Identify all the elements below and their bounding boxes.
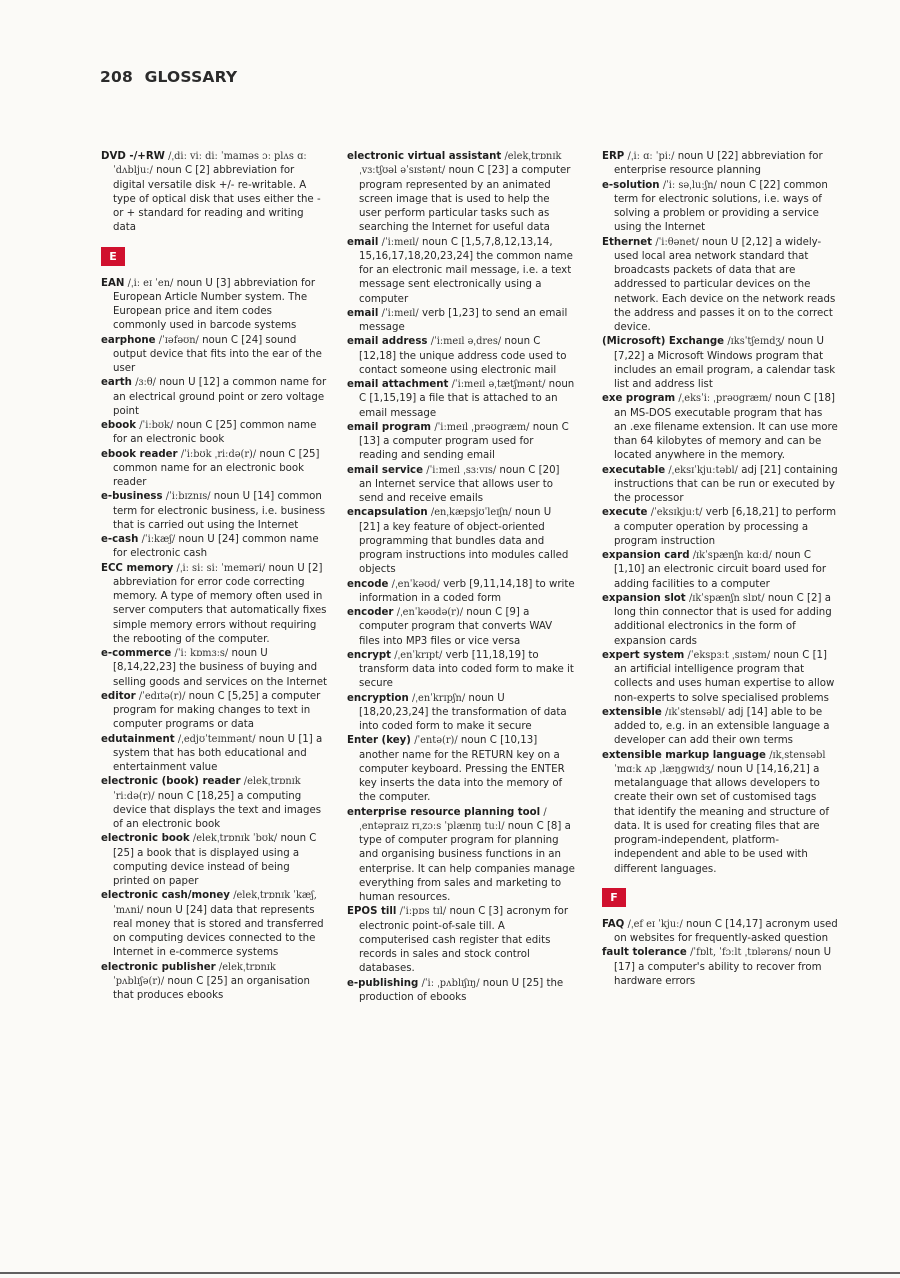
glossary-entry	[101, 277, 327, 334]
glossary-entry	[347, 464, 575, 507]
entry-definition: noun U [2] abbreviation for error code correcting memory. A type of memory often used in server computers that automatically fixes simple memory errors without requiring the rebooting of the computer.	[113, 562, 327, 645]
entry-term: ECC memory	[101, 562, 174, 574]
entry-term: edutainment	[101, 733, 175, 745]
entry-term: expansion card	[602, 550, 690, 561]
entry-definition: noun C [18,25] a computing device that displays the text and images of an electronic book	[113, 790, 322, 830]
glossary-entry	[347, 649, 575, 692]
entry-term: electronic book	[101, 833, 190, 845]
entry-definition: noun C [20] an Internet service that allows user to send and receive emails	[359, 464, 560, 504]
glossary-entry	[602, 335, 838, 392]
entry-pronunciation: /ˈiːmeɪl/	[381, 307, 419, 319]
glossary-entry	[101, 961, 327, 1004]
entry-definition: noun C [8] a type of computer program for planning and organising business functions in an enterprise. It can help companies manage everything from sales and marketing to human resources.	[359, 820, 575, 903]
entry-pronunciation: /ˈedɪtə(r)/	[138, 690, 186, 702]
entry-pronunciation: /ˈekspɜːt ˌsɪstəm/	[687, 649, 771, 661]
entry-term: extensible	[602, 706, 662, 718]
entry-term: ebook reader	[101, 448, 178, 460]
entry-pronunciation: /ɪkˈstensəbl/	[665, 706, 725, 718]
entry-pronunciation: /ˌenˈkəʊd/	[391, 578, 440, 590]
entry-pronunciation: /ˈiːmeɪl əˌtætʃmənt/	[451, 379, 546, 390]
entry-pronunciation: /ˌiː ɑː ˈpiː/	[627, 151, 675, 162]
entry-term: Ethernet	[602, 236, 653, 248]
entry-term: earth	[101, 377, 132, 389]
entry-term: e-publishing	[347, 977, 419, 989]
glossary-entry	[602, 179, 838, 236]
entry-pronunciation: /ˌeksɪˈkjuːtəbl/	[668, 464, 738, 476]
glossary-entry	[602, 592, 838, 649]
entry-term: e-solution	[602, 179, 660, 191]
entry-definition: noun C [1,5,7,8,12,13,14, 15,16,17,18,20,23,24] the common name for an electronic mail message, i.e. a text message sent electronically using a computer	[359, 236, 573, 305]
glossary-entry	[347, 335, 575, 378]
entry-pronunciation: /ˈentə(r)/	[414, 735, 458, 747]
entry-definition: verb [11,18,19] to transform data into coded form to make it secure	[359, 649, 574, 690]
glossary-entry	[602, 649, 838, 706]
entry-term: FAQ	[602, 918, 625, 930]
entry-definition: noun U [7,22] a Microsoft Windows program that includes an email program, a calendar task list and address list	[614, 336, 836, 390]
entry-pronunciation: /ˈiːmeɪl ˌsɜːvɪs/	[426, 464, 497, 476]
page-header	[100, 68, 237, 86]
entry-definition: noun U [21] a key feature of object-oriented programming that bundles data and program instructions into modules called objects	[359, 507, 569, 576]
entry-definition: noun C [1,15,19] a file that is attached to an email message	[359, 379, 575, 419]
entry-definition: noun U [8,14,22,23] the business of buying and selling goods and services on the Internet	[113, 648, 327, 688]
entry-term: email attachment	[347, 379, 449, 390]
entry-term: ebook	[101, 420, 136, 431]
entry-pronunciation: /ɜːθ/	[135, 377, 156, 389]
glossary-entry	[101, 490, 327, 533]
entry-pronunciation: /ˈiːmeɪl ˌprəʊgræm/	[434, 421, 530, 433]
entry-term: electronic virtual assistant	[347, 151, 502, 162]
page-number: 208	[100, 68, 133, 86]
glossary-entry	[347, 578, 575, 607]
entry-pronunciation: /ˈfɒlt, ˈfɔːlt ˌtɒlərəns/	[690, 947, 792, 959]
entry-pronunciation: /ɪkˈspænʃn slɒt/	[688, 592, 765, 604]
glossary-entry	[101, 334, 327, 377]
entry-definition: noun C [25] common name for an electronic book reader	[113, 448, 320, 488]
glossary-entry	[101, 376, 327, 419]
entry-definition: noun C [22] common term for electronic solutions, i.e. ways of solving a problem or providing a service using the Internet	[614, 179, 828, 234]
entry-pronunciation: /ˌiː siː siː ˈmeməri/	[176, 562, 266, 574]
entry-term: EAN	[101, 277, 125, 289]
entry-pronunciation: /enˌkæpsjʊˈleɪʃn/	[430, 507, 512, 519]
entry-definition: noun C [14,17] acronym used on websites for frequently-asked question	[614, 918, 838, 944]
entry-pronunciation: /ˌentəpraɪz rɪˌzɔːs ˈplænɪŋ tuːl/	[359, 806, 547, 832]
entry-term: extensible markup language	[602, 749, 766, 761]
entry-definition: noun C [2] abbreviation for digital versatile disk +/- re-writable. A type of optical disk that uses either the - or + standard for reading and writing data	[113, 165, 321, 234]
entry-term: electronic cash/money	[101, 890, 230, 902]
entry-definition: noun C [1] an artificial intelligence program that collects and uses human expertise to allow non-experts to solve specialised problems	[614, 649, 835, 704]
entry-definition: noun U [22] abbreviation for enterprise resource planning	[614, 151, 823, 177]
entry-term: exe program	[602, 393, 676, 405]
entry-pronunciation: /ˈiːθənet/	[655, 236, 699, 248]
entry-pronunciation: /ɪkˈspænʃn kɑːd/	[692, 550, 772, 561]
entry-term: (Microsoft) Exchange	[602, 336, 725, 348]
entry-definition: noun U [12] a common name for an electrical ground point or zero voltage point	[113, 377, 327, 417]
entry-pronunciation: /elekˌtrɒnɪk ˌvɜːtʃʊəl əˈsɪstənt/	[359, 151, 562, 177]
entry-definition: noun U [14,16,21] a metalanguage that allows developers to create their own set of customised tags that identify the meaning and structure of data. It is used for creating files that are program-independent, platform-independent and able to be used with different languages.	[614, 763, 829, 875]
glossary-entry	[101, 889, 327, 960]
entry-term: executable	[602, 464, 666, 476]
glossary-entry	[347, 378, 575, 421]
entry-pronunciation: /ɪksˈtʃeɪndʒ/	[727, 336, 785, 348]
entry-term: encoder	[347, 607, 394, 618]
glossary-entry	[101, 832, 327, 889]
entry-definition: noun U [24] common name for electronic cash	[113, 534, 319, 560]
glossary-entry	[101, 690, 327, 733]
entry-pronunciation: /ɪkˌstensəbl ˈmɑːk ʌp ˌlæŋgwɪdʒ/	[614, 749, 826, 775]
page-title: GLOSSARY	[144, 68, 238, 86]
page-bottom-rule	[0, 1272, 900, 1274]
entry-term: earphone	[101, 334, 156, 346]
entry-pronunciation: /ˌenˈkrɪpʃn/	[412, 692, 466, 704]
entry-definition: noun U [18,20,23,24] the transformation of data into coded form to make it secure	[359, 692, 567, 732]
glossary-entry	[101, 733, 327, 776]
entry-pronunciation: /ˈeksɪkjuːt/	[650, 507, 703, 519]
glossary-entry	[602, 236, 838, 336]
entry-pronunciation: /elekˌtrɒnɪk ˈkæʃ, ˈmʌni/	[113, 890, 317, 916]
glossary-entry	[602, 464, 838, 507]
glossary-entry	[101, 775, 327, 832]
glossary-entry	[347, 606, 575, 649]
entry-pronunciation: /elekˌtrɒnɪk ˈriːdə(r)/	[113, 776, 301, 802]
entry-definition: adj [14] able to be added to, e.g. in an extensible language a developer can add their own terms	[614, 706, 830, 747]
glossary-entry	[347, 506, 575, 577]
entry-pronunciation: /ˈiː ˌpʌblɪʃɪŋ/	[421, 977, 480, 989]
entry-definition: noun U [24] data that represents real money that is stored and transferred on computing devices connected to the Internet in e-commerce systems	[113, 904, 324, 959]
entry-pronunciation: /ˌdiː viː diː ˈmaɪnəs ɔː plʌs ɑː ˈdʌbljuː/	[113, 151, 307, 177]
entry-term: email address	[347, 336, 428, 348]
glossary-entry	[602, 392, 838, 463]
entry-pronunciation: /ˈiːbʊk/	[139, 420, 174, 431]
glossary-entry	[347, 307, 575, 336]
glossary-column-1	[101, 150, 327, 1003]
entry-term: fault tolerance	[602, 947, 687, 959]
entry-pronunciation: /ˈiː kɒmɜːs/	[174, 648, 229, 659]
entry-term: electronic (book) reader	[101, 776, 241, 788]
glossary-entry	[602, 549, 838, 592]
entry-term: encryption	[347, 692, 409, 704]
entry-term: e-commerce	[101, 648, 172, 659]
entry-definition: noun U [17] a computer's ability to recover from hardware errors	[614, 947, 832, 987]
section-letter-f: F	[602, 888, 626, 907]
entry-definition: noun C [23] a computer program represented by an animated screen image that is used to help the user perform particular tasks such as searching the Internet for useful data	[359, 165, 571, 234]
glossary-column-3	[602, 150, 838, 989]
entry-pronunciation: /ˈiːkæʃ/	[141, 534, 176, 545]
glossary-entry	[602, 946, 838, 989]
entry-definition: noun C [10,13] another name for the RETURN key on a computer keyboard. Pressing the ENTER key inserts the data into the memory of the computer.	[359, 735, 565, 804]
glossary-entry	[101, 533, 327, 562]
glossary-entry	[101, 647, 327, 690]
glossary-entry	[101, 150, 327, 236]
entry-term: email program	[347, 421, 432, 433]
entry-pronunciation: /ˌef eɪ ˈkjuː/	[627, 918, 683, 930]
glossary-entry	[347, 236, 575, 307]
entry-term: encode	[347, 578, 389, 590]
glossary-entry	[602, 506, 838, 549]
entry-pronunciation: /ˈɪəfəʊn/	[158, 334, 199, 346]
entry-pronunciation: /elekˌtrɒnɪk ˈpʌblɪʃə(r)/	[113, 961, 276, 987]
entry-pronunciation: /ˈiː səˌluːʃn/	[662, 179, 717, 191]
entry-definition: noun C [25] an organisation that produces ebooks	[113, 975, 310, 1001]
entry-definition: noun C [25] common name for an electronic book	[113, 420, 317, 446]
glossary-entry	[347, 421, 575, 464]
entry-definition: noun C [13] a computer program used for reading and sending email	[359, 421, 569, 462]
entry-definition: noun U [3] abbreviation for European Article Number system. The European price and item codes commonly used in barcode systems	[113, 277, 316, 332]
entry-term: enterprise resource planning tool	[347, 806, 541, 818]
entry-pronunciation: /ˌeksˈiː ˌprəʊgræm/	[678, 393, 772, 405]
entry-term: DVD -/+RW	[101, 151, 165, 162]
glossary-entry	[347, 734, 575, 805]
entry-definition: noun C [9] a computer program that converts WAV files into MP3 files or vice versa	[359, 607, 553, 647]
entry-pronunciation: /ˌenˈkrɪpt/	[394, 649, 443, 661]
entry-definition: noun C [18] an MS-DOS executable program that has an .exe filename extension. It can use more than 64 kilobytes of memory and can be located anywhere in the memory.	[614, 393, 838, 462]
entry-definition: noun C [1,10] an electronic circuit board used for adding facilities to a computer	[614, 550, 827, 590]
glossary-entry	[347, 806, 575, 906]
entry-definition: noun C [24] sound output device that fits into the ear of the user	[113, 334, 322, 374]
entry-term: electronic publisher	[101, 961, 216, 973]
entry-definition: noun U [1] a system that has both educational and entertainment value	[113, 733, 323, 773]
glossary-column-2	[347, 150, 575, 1005]
entry-term: e-business	[101, 491, 163, 503]
entry-term: EPOS till	[347, 906, 397, 918]
entry-pronunciation: /ˈiːmeɪl əˌdres/	[430, 336, 502, 348]
entry-term: expert system	[602, 649, 685, 661]
entry-pronunciation: /ˈiːmeɪl/	[381, 236, 419, 248]
entry-term: Enter (key)	[347, 735, 411, 747]
glossary-entry	[347, 150, 575, 236]
entry-term: editor	[101, 690, 136, 702]
glossary-entry	[101, 448, 327, 491]
entry-definition: noun C [2] a long thin connector that is used for adding additional electronics in the form of expansion cards	[614, 592, 832, 647]
glossary-entry	[101, 562, 327, 648]
entry-pronunciation: /ˌenˈkəʊdə(r)/	[396, 607, 463, 618]
entry-term: expansion slot	[602, 592, 686, 604]
section-letter-e: E	[101, 247, 125, 266]
entry-definition: adj [21] containing instructions that can be run or executed by the processor	[614, 464, 838, 504]
entry-pronunciation: /ˈiːbɪznɪs/	[165, 491, 211, 503]
entry-definition: noun C [25] a book that is displayed using a computing device instead of being printed on paper	[113, 833, 317, 887]
entry-term: e-cash	[101, 534, 139, 545]
entry-term: execute	[602, 507, 648, 519]
entry-pronunciation: /ˌedjʊˈteɪnmənt/	[177, 733, 256, 745]
glossary-entry	[602, 749, 838, 877]
entry-definition: noun U [25] the production of ebooks	[359, 977, 564, 1003]
entry-definition: verb [6,18,21] to perform a computer operation by processing a program instruction	[614, 507, 837, 547]
glossary-entry	[602, 918, 838, 947]
entry-definition: noun C [12,18] the unique address code used to contact someone using electronic mail	[359, 336, 567, 376]
entry-definition: noun U [2,12] a widely-used local area network standard that broadcasts packets of data that are addressed to particular devices on the network. Each device on the network reads the address and passes it on to the correct device.	[614, 236, 836, 333]
entry-pronunciation: /elekˌtrɒnɪk ˈbʊk/	[192, 833, 278, 845]
glossary-entry	[602, 706, 838, 749]
entry-term: encapsulation	[347, 507, 428, 519]
glossary-entry	[347, 977, 575, 1006]
entry-term: encrypt	[347, 649, 392, 661]
entry-definition: verb [9,11,14,18] to write information in a coded form	[359, 578, 575, 604]
entry-term: email service	[347, 464, 424, 476]
glossary-entry	[347, 692, 575, 735]
glossary-entry	[101, 419, 327, 448]
entry-definition: noun C [5,25] a computer program for making changes to text in computer programs or data	[113, 690, 321, 731]
entry-term: email	[347, 236, 379, 248]
entry-pronunciation: /ˈiːbʊk ˌriːdə(r)/	[180, 448, 257, 460]
entry-definition: noun C [3] acronym for electronic point-of-sale till. A computerised cash register that edits records in sales and stock control databases.	[359, 906, 569, 975]
entry-definition: noun U [14] common term for electronic business, i.e. business that is carried out using the Internet	[113, 491, 326, 531]
entry-term: ERP	[602, 151, 625, 162]
glossary-entry	[602, 150, 838, 179]
entry-definition: verb [1,23] to send an email message	[359, 307, 568, 333]
entry-term: email	[347, 307, 379, 319]
glossary-entry	[347, 905, 575, 976]
entry-pronunciation: /ˌiː eɪ ˈen/	[127, 277, 174, 289]
entry-pronunciation: /ˈiːpɒs tɪl/	[399, 906, 447, 918]
